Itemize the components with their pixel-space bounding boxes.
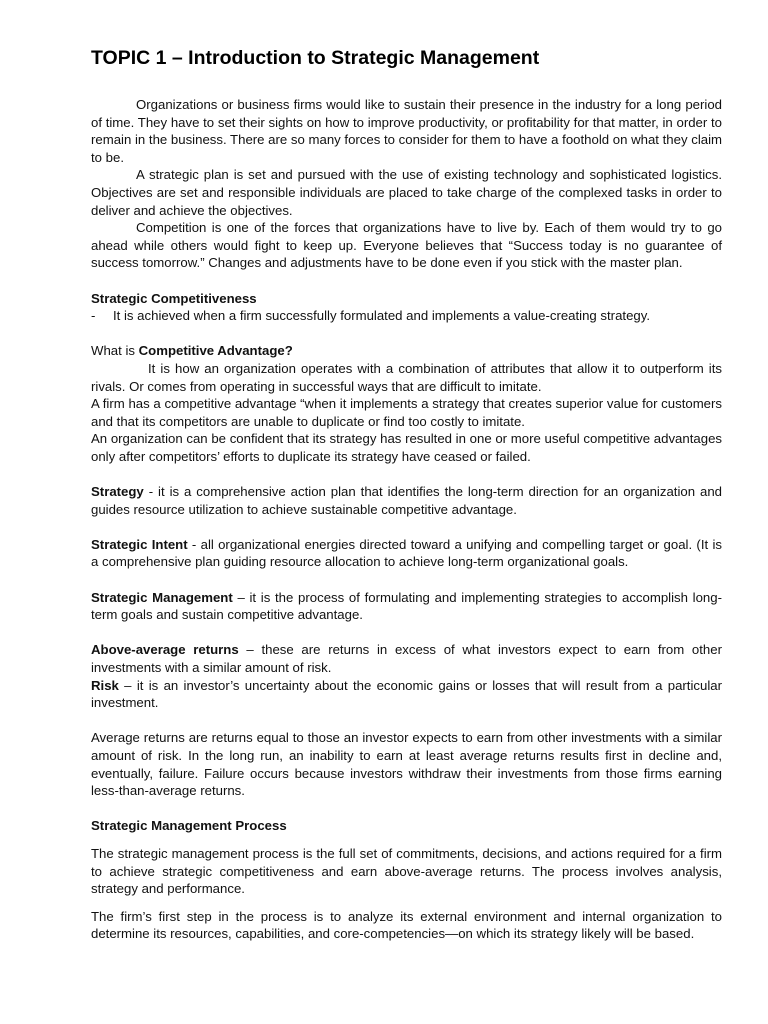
definition-strategic-intent <box>91 536 722 571</box>
question-prefix: What is <box>91 343 139 359</box>
intro-paragraph-2: A strategic plan is set and pursued with the use of existing technology and sophisticated logistics. Objectives are set and responsible individuals are placed to take charge of the complexed tasks in order to deliver and achieve the objectives. <box>91 167 722 218</box>
definition-strategy <box>91 483 722 518</box>
text-above-average-returns: – these are returns in excess of what investors expect to earn from other investments with a similar amount of risk. <box>91 642 722 675</box>
definition-risk <box>91 677 722 712</box>
advantage-paragraph-1: It is how an organization operates with a combination of attributes that allow it to outperform its rivals. Or comes from operating in successful ways that are difficult to imitate. <box>91 360 722 394</box>
intro-paragraph-1: Organizations or business firms would like to sustain their presence in the industry for a long period of time. They have to set their sights on how to improve productivity, or profitability for that matter, in order to remain in the business. There are so many forces to consider for them to have a foothold on what they claim to be. <box>91 97 722 165</box>
term-strategic-management: Strategic Management <box>91 589 233 605</box>
competitive-advantage-question <box>91 342 722 360</box>
bullet-item <box>91 307 722 325</box>
average-returns-paragraph: Average returns are returns equal to those an investor expects to earn from other investments with a similar amount of risk. In the long run, an inability to earn at least average returns results first in decline and, eventually, failure. Failure occurs because investors withdraw their investments from those firms earning less-than-average returns. <box>91 730 722 799</box>
bullet-text: It is achieved when a firm successfully formulated and implements a value-creating strategy. <box>113 308 651 324</box>
process-paragraph-1: The strategic management process is the full set of commitments, decisions, and actions required for a firm to achieve strategic competitiveness and earn above-average returns. The process involves analysis, strategy and performance. <box>91 845 722 897</box>
advantage-paragraph-3: An organization can be confident that its strategy has resulted in one or more useful competitive advantages only after competitors’ efforts to duplicate its strategy have ceased or failed. <box>91 431 722 464</box>
process-paragraph-2: The firm’s first step in the process is to analyze its external environment and internal organization to determine its resources, capabilities, and core-competencies—on which its strategy likely will be based. <box>91 908 722 942</box>
question-term: Competitive Advantage? <box>138 343 293 359</box>
term-strategic-intent: Strategic Intent <box>91 536 188 552</box>
text-strategic-management: – it is the process of formulating and implementing strategies to accomplish long-term goals and sustain competitive advantage. <box>91 589 722 623</box>
advantage-paragraph-2: A firm has a competitive advantage “when it implements a strategy that creates superior value for customers and that its competitors are unable to duplicate or find too costly to imitate. <box>91 396 722 429</box>
definition-strategic-management <box>91 589 722 624</box>
text-risk: – it is an investor’s uncertainty about the economic gains or losses that will result from a particular investment. <box>91 677 722 711</box>
term-risk: Risk <box>91 677 119 693</box>
text-strategic-intent: - all organizational energies directed toward a unifying and compelling target or goal. (It is a comprehensive plan guiding resource allocation to achieve long-term organizational goals. <box>91 536 722 570</box>
page-title: TOPIC 1 – Introduction to Strategic Management <box>91 47 540 69</box>
term-above-average-returns: Above-average returns <box>91 642 239 658</box>
intro-paragraph-3: Competition is one of the forces that organizations have to live by. Each of them would try to go ahead while others would fight to keep up. Everyone believes that “Success today is no guarantee of success tomorrow.” Changes and adjustments have to be done even if you stick with the master plan. <box>91 220 722 271</box>
term-strategy: Strategy <box>91 484 144 500</box>
section-heading-competitiveness: Strategic Competitiveness <box>91 290 257 306</box>
bullet-dash: - <box>91 308 96 324</box>
definition-above-average-returns <box>91 641 722 676</box>
section-heading-process: Strategic Management Process <box>91 818 287 834</box>
text-strategy: - it is a comprehensive action plan that identifies the long-term direction for an organization and guides resource utilization to achieve sustainable competitive advantage. <box>91 484 722 517</box>
